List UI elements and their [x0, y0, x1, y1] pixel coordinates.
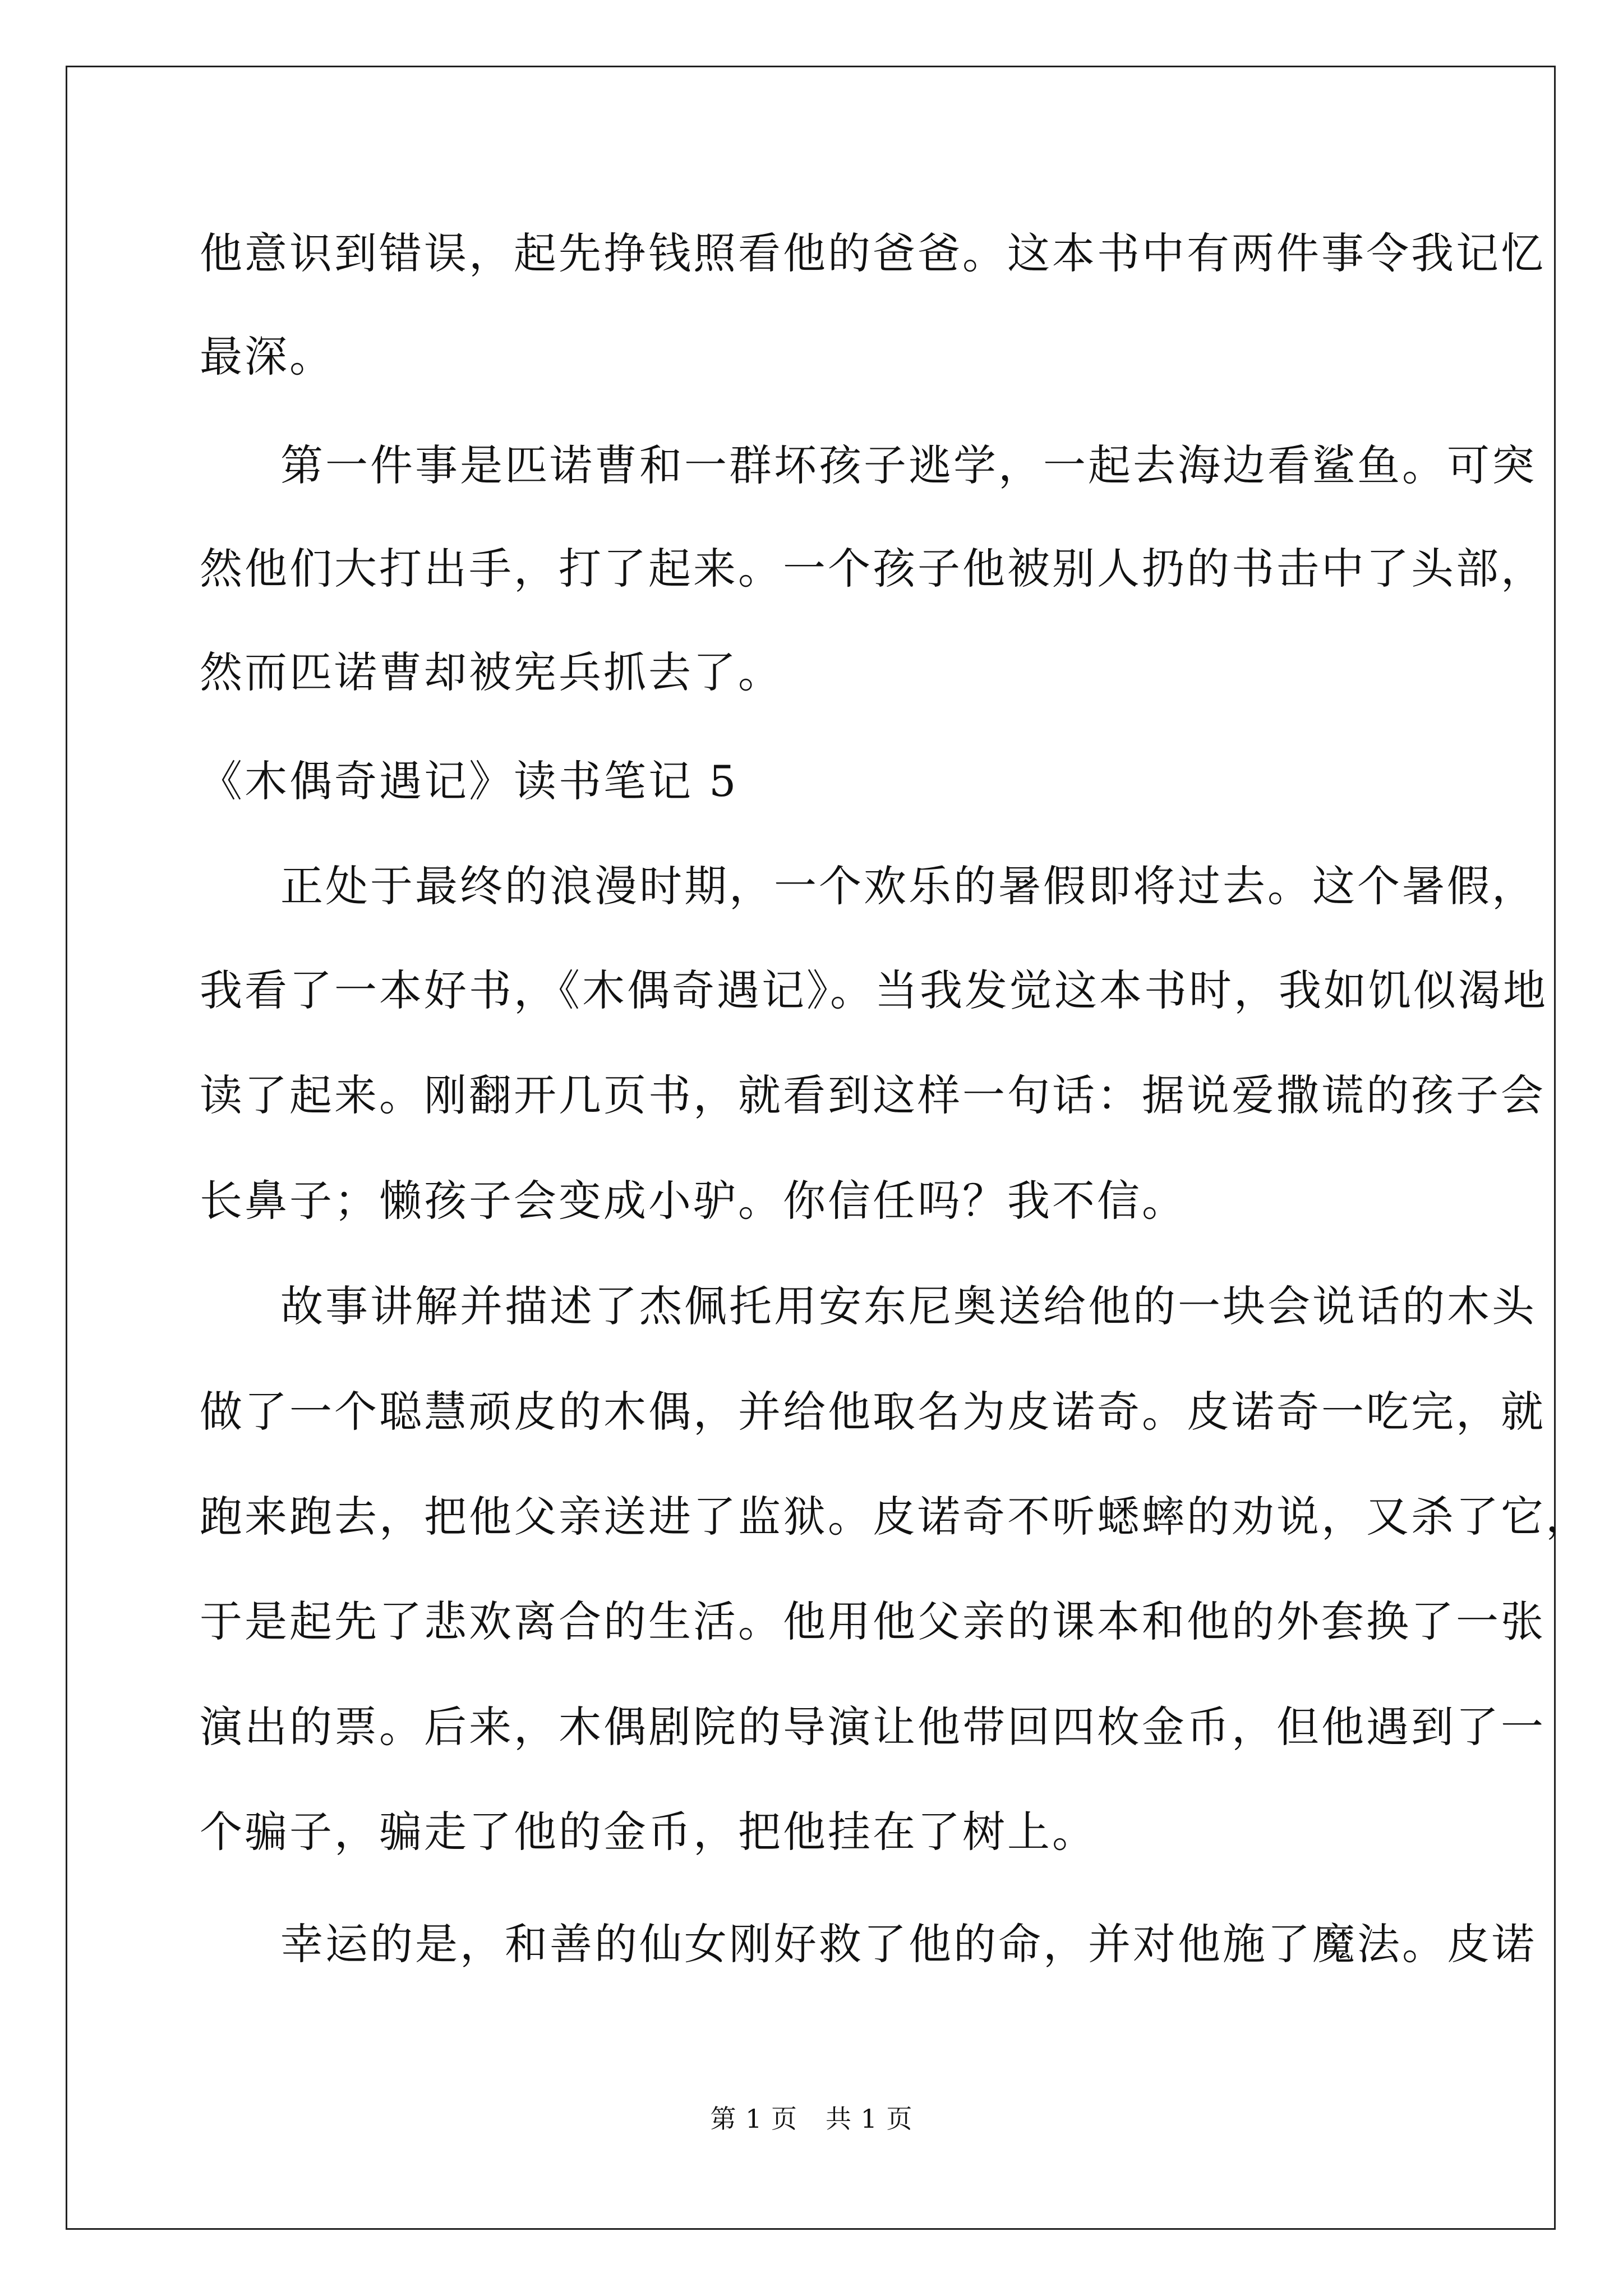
- paragraph-line: 幸运的是，和善的仙女刚好救了他的命，并对他施了魔法。皮诺: [280, 1919, 1537, 1969]
- paragraph-line: 于是起先了悲欢离合的生活。他用他父亲的课本和他的外套换了一张: [200, 1596, 1546, 1646]
- paragraph-line: 第一件事是匹诺曹和一群坏孩子逃学，一起去海边看鲨鱼。可突: [280, 440, 1537, 490]
- section-heading: 《木偶奇遇记》读书笔记 5: [200, 756, 739, 806]
- page-border: [66, 66, 1556, 2230]
- paragraph-line: 最深。: [200, 332, 334, 381]
- paragraph-line: 正处于最终的浪漫时期，一个欢乐的暑假即将过去。这个暑假，: [280, 861, 1537, 911]
- paragraph-line: 长鼻子；懒孩子会变成小驴。你信任吗？我不信。: [200, 1176, 1187, 1226]
- page-number: 第 1 页: [710, 2104, 797, 2134]
- paragraph-line: 然他们大打出手，打了起来。一个孩子他被别人扔的书击中了头部，: [200, 544, 1546, 593]
- paragraph-line: 跑来跑去，把他父亲送进了监狱。皮诺奇不听蟋蟀的劝说，又杀了它，: [200, 1492, 1590, 1542]
- paragraph-line: 读了起来。刚翻开几页书，就看到这样一句话：据说爱撒谎的孩子会: [200, 1070, 1546, 1120]
- paragraph-line: 然而匹诺曹却被宪兵抓去了。: [200, 647, 783, 697]
- paragraph-line: 做了一个聪慧顽皮的木偶，并给他取名为皮诺奇。皮诺奇一吃完，就: [200, 1387, 1546, 1437]
- page-total: 共 1 页: [826, 2104, 913, 2134]
- paragraph-line: 故事讲解并描述了杰佩托用安东尼奥送给他的一块会说话的木头: [280, 1281, 1537, 1331]
- paragraph-line: 个骗子，骗走了他的金币，把他挂在了树上。: [200, 1807, 1097, 1857]
- paragraph-line: 我看了一本好书，《木偶奇遇记》。当我发觉这本书时，我如饥似渴地: [200, 965, 1548, 1015]
- paragraph-line: 演出的票。后来，木偶剧院的导演让他带回四枚金币，但他遇到了一: [200, 1702, 1546, 1752]
- paragraph-line: 他意识到错误，起先挣钱照看他的爸爸。这本书中有两件事令我记忆: [200, 228, 1546, 278]
- page-footer: [0, 2102, 1623, 2136]
